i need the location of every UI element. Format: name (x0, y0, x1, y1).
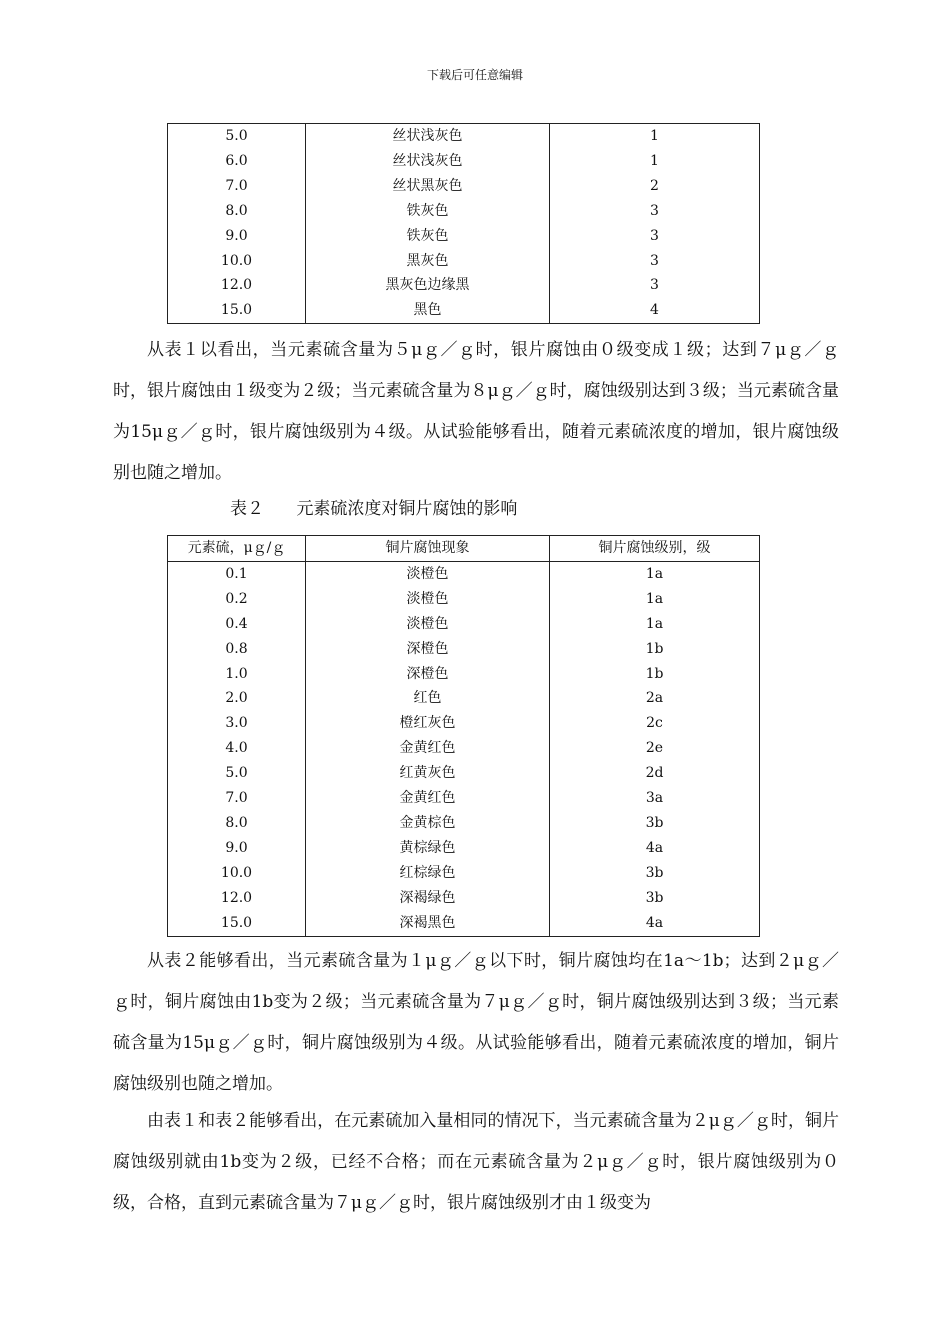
table-row (168, 836, 760, 861)
grade-cell: 1b (550, 662, 760, 687)
grade-cell: 3 (550, 249, 760, 274)
copper-corrosion-table (167, 535, 760, 937)
grade-cell: 1a (550, 561, 760, 586)
grade-cell: 3a (550, 786, 760, 811)
table-row (168, 736, 760, 761)
copper-corrosion-table-body (168, 561, 760, 936)
grade-cell: 1 (550, 149, 760, 174)
table-row (168, 637, 760, 662)
grade-cell: 3 (550, 224, 760, 249)
sulfur-cell: 0.2 (168, 587, 306, 612)
table-row (168, 199, 760, 224)
table-row (168, 587, 760, 612)
grade-cell: 2a (550, 686, 760, 711)
phenomenon-cell: 淡橙色 (306, 561, 550, 586)
phenomenon-cell: 黑灰色边缘黑 (306, 273, 550, 298)
column-header-phenomenon: 铜片腐蚀现象 (306, 536, 550, 562)
paragraph-copper-analysis: 从表２能够看出，当元素硫含量为１μｇ／ｇ以下时，铜片腐蚀均在1a～1b；达到２μｇ／ｇ时，铜片腐蚀由1b变为２级；当元素硫含量为７μｇ／ｇ时，铜片腐蚀级别达到３级；当元素硫含量为15μｇ／ｇ时，铜片腐蚀级别为４级。从试验能够看出，随着元素硫浓度的增加，铜片腐蚀级别也随之增加。 (113, 951, 839, 1094)
grade-cell: 1a (550, 612, 760, 637)
table-row (168, 124, 760, 149)
phenomenon-cell: 深褐黑色 (306, 911, 550, 936)
grade-cell: 1a (550, 587, 760, 612)
phenomenon-cell: 淡橙色 (306, 612, 550, 637)
sulfur-cell: 12.0 (168, 886, 306, 911)
sulfur-cell: 8.0 (168, 811, 306, 836)
table-row (168, 249, 760, 274)
paragraph-comparison: 由表１和表２能够看出，在元素硫加入量相同的情况下，当元素硫含量为２μｇ／ｇ时，铜片腐蚀级别就由1b变为２级，已经不合格；而在元素硫含量为２μｇ／ｇ时，银片腐蚀级别为０级，合格，直到元素硫含量为７μｇ／ｇ时，银片腐蚀级别才由１级变为 (113, 1111, 839, 1213)
phenomenon-cell: 深橙色 (306, 637, 550, 662)
table-row (168, 298, 760, 323)
table-row (168, 149, 760, 174)
sulfur-cell: 5.0 (168, 761, 306, 786)
grade-cell: 3b (550, 811, 760, 836)
table-row (168, 686, 760, 711)
sulfur-cell: 15.0 (168, 911, 306, 936)
phenomenon-cell: 铁灰色 (306, 224, 550, 249)
sulfur-cell: 7.0 (168, 786, 306, 811)
grade-cell: 1 (550, 124, 760, 149)
grade-cell: 2e (550, 736, 760, 761)
phenomenon-cell: 黑灰色 (306, 249, 550, 274)
grade-cell: 3 (550, 273, 760, 298)
phenomenon-cell: 丝状黑灰色 (306, 174, 550, 199)
grade-cell: 4 (550, 298, 760, 323)
sulfur-cell: 10.0 (168, 249, 306, 274)
phenomenon-cell: 金黄棕色 (306, 811, 550, 836)
table-row (168, 911, 760, 936)
table2-caption-title: 元素硫浓度对铜片腐蚀的影响 (296, 499, 518, 519)
grade-cell: 3 (550, 199, 760, 224)
table-row (168, 861, 760, 886)
table-row (168, 612, 760, 637)
table-row (168, 224, 760, 249)
table-row (168, 886, 760, 911)
table-row (168, 174, 760, 199)
phenomenon-cell: 红棕绿色 (306, 861, 550, 886)
sulfur-cell: 0.1 (168, 561, 306, 586)
table-row (168, 561, 760, 586)
phenomenon-cell: 金黄红色 (306, 786, 550, 811)
column-header-grade: 铜片腐蚀级别，级 (550, 536, 760, 562)
header-note: 下载后可任意编辑 (426, 68, 523, 82)
sulfur-cell: 0.8 (168, 637, 306, 662)
grade-cell: 3b (550, 861, 760, 886)
grade-cell: 4a (550, 836, 760, 861)
table-row (168, 761, 760, 786)
table-row (168, 711, 760, 736)
sulfur-cell: 7.0 (168, 174, 306, 199)
phenomenon-cell: 红黄灰色 (306, 761, 550, 786)
phenomenon-cell: 深橙色 (306, 662, 550, 687)
paragraph-silver-analysis: 从表１以看出，当元素硫含量为５μｇ／ｇ时，银片腐蚀由０级变成１级；达到７μｇ／ｇ时，银片腐蚀由１级变为２级；当元素硫含量为８μｇ／ｇ时，腐蚀级别达到３级；当元素硫含量为15μｇ／ｇ时，银片腐蚀级别为４级。从试验能够看出，随着元素硫浓度的增加，银片腐蚀级别也随之增加。 (113, 340, 839, 483)
sulfur-cell: 6.0 (168, 149, 306, 174)
sulfur-cell: 12.0 (168, 273, 306, 298)
table2-caption (230, 497, 517, 521)
sulfur-cell: 4.0 (168, 736, 306, 761)
sulfur-cell: 8.0 (168, 199, 306, 224)
grade-cell: 2c (550, 711, 760, 736)
table-row (168, 786, 760, 811)
sulfur-cell: 3.0 (168, 711, 306, 736)
table-row (168, 273, 760, 298)
table-header-row (168, 536, 760, 562)
sulfur-cell: 10.0 (168, 861, 306, 886)
table-row (168, 811, 760, 836)
sulfur-cell: 15.0 (168, 298, 306, 323)
table-row (168, 662, 760, 687)
sulfur-cell: 1.0 (168, 662, 306, 687)
grade-cell: 2d (550, 761, 760, 786)
sulfur-cell: 0.4 (168, 612, 306, 637)
phenomenon-cell: 丝状浅灰色 (306, 149, 550, 174)
sulfur-cell: 9.0 (168, 224, 306, 249)
table2-caption-label: 表２ (230, 499, 264, 519)
grade-cell: 4a (550, 911, 760, 936)
phenomenon-cell: 丝状浅灰色 (306, 124, 550, 149)
grade-cell: 3b (550, 886, 760, 911)
column-header-sulfur: 元素硫，μｇ/ｇ (168, 536, 306, 562)
phenomenon-cell: 金黄红色 (306, 736, 550, 761)
sulfur-cell: 2.0 (168, 686, 306, 711)
phenomenon-cell: 深褐绿色 (306, 886, 550, 911)
phenomenon-cell: 黄棕绿色 (306, 836, 550, 861)
grade-cell: 1b (550, 637, 760, 662)
silver-corrosion-table-body (168, 124, 760, 324)
silver-corrosion-table (167, 123, 760, 324)
phenomenon-cell: 铁灰色 (306, 199, 550, 224)
phenomenon-cell: 黑色 (306, 298, 550, 323)
grade-cell: 2 (550, 174, 760, 199)
phenomenon-cell: 红色 (306, 686, 550, 711)
phenomenon-cell: 橙红灰色 (306, 711, 550, 736)
phenomenon-cell: 淡橙色 (306, 587, 550, 612)
sulfur-cell: 9.0 (168, 836, 306, 861)
sulfur-cell: 5.0 (168, 124, 306, 149)
